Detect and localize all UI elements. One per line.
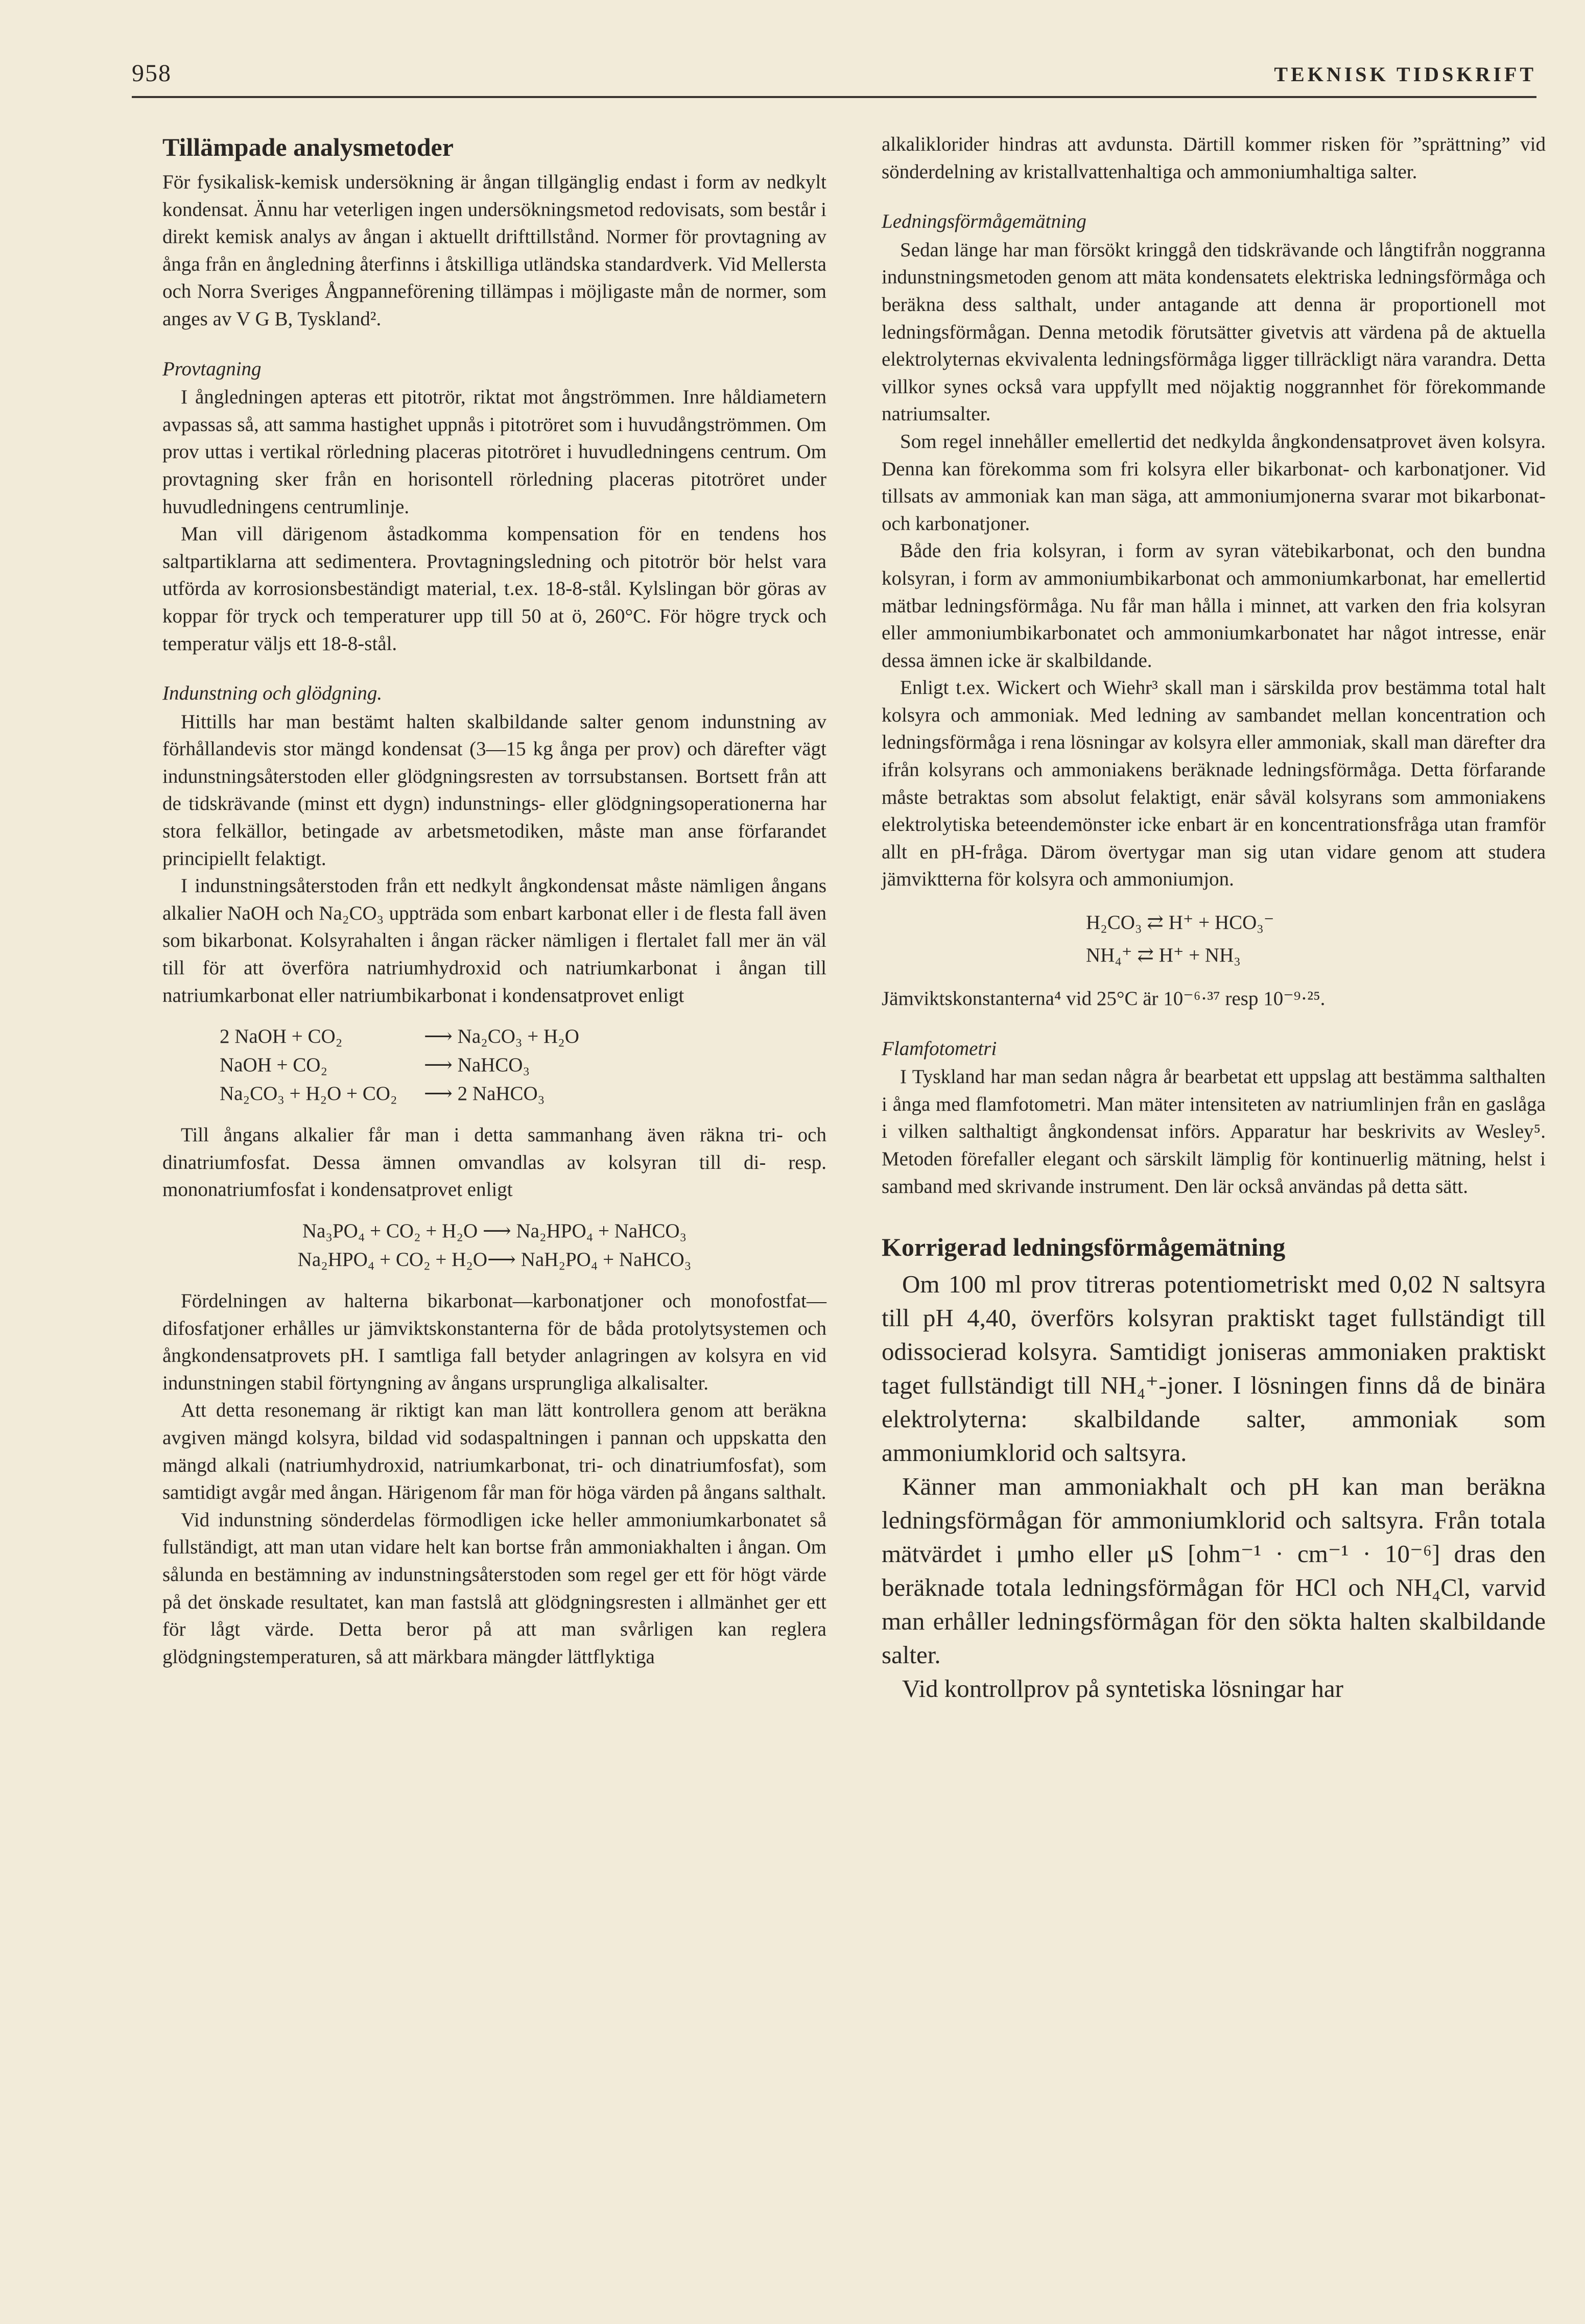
page-header	[132, 55, 1536, 98]
paragraph: Man vill därigenom åstadkomma kompensation för en tendens hos saltpartiklarna att sedimentera. Provtagningsledning och pitotrör bör helst vara utförda av korrosionsbeständigt material, t.ex. 18-8-stål. Kylslingan bör göras av koppar för tryck och temperaturer upp till 50 at ö, 260°C. För högre tryck och temperatur väljs ett 18-8-stål.	[162, 523, 826, 655]
paragraph: Som regel innehåller emellertid det nedkylda ångkondensatprovet även kolsyra. Denna kan förekomma som fri kolsyra eller bikarbonat- och karbonatjoner. Vid tillsats av ammoniak kan man säga, att ammoniumjonerna svarar mot bikarbonat- och karbonatjoner.	[882, 430, 1546, 535]
paragraph: Sedan länge har man försökt kringgå den tidskrävande och långtifrån noggranna indunstningsmetoden genom att mäta kondensatets elektriska ledningsförmåga och beräkna dess salthalt, under antagande att denna är proportionell mot ledningsförmågan. Denna metodik förutsätter givetvis att värdena på de aktuella elektrolyternas ekvivalenta ledningsförmåga ligger tillräckligt nära varandra. Detta villkor synes också vara uppfyllt med nöjaktig noggrannhet för förekommande natriumsalter.	[882, 238, 1546, 425]
equation-rhs: ⟶ Na₂CO₃ + H₂O	[424, 1025, 579, 1048]
left-column	[162, 131, 826, 1670]
equation-lhs: NaOH + CO₂	[220, 1054, 328, 1076]
subheading-flamfotometri: Flamfotometri	[882, 1037, 997, 1060]
equation-line: NH₄⁺ ⇄ H⁺ + NH₃	[1086, 944, 1241, 967]
section-heading-korrigerad: Korrigerad ledningsförmågemätning	[882, 1233, 1286, 1262]
paragraph: Fördelningen av halterna bikarbonat—karbonatjoner och monofostfat—difosfatjoner erhålles ur jämviktskonstanterna för de båda protolytsystemen och ångkondensatprovets pH. I samtliga fall betyder anlagringen av kolsyra en vid indunstningen stabil förtyngning av ångans ursprungliga alkalisalter.	[162, 1290, 826, 1394]
paragraph: Enligt t.ex. Wickert och Wiehr³ skall man i särskilda prov bestämma total halt kolsyra och ammoniak. Med ledning av sambandet mellan koncentration och ledningsförmåga i rena lösningar av kolsyra eller ammoniak, skall man därefter dra ifrån kolsyrans och ammoniakens beräknade ledningsförmåga. Detta förfarande måste betraktas som absolut felaktigt, enär såväl kolsyrans som ammoniakens elektrolytiska beteendemönster icke enbart är en koncentrationsfråga utan framför allt en pH-fråga. Därom övertygar man sig utan vidare genom att studera jämviktterna för kolsyra och ammoniumjon.	[882, 677, 1546, 891]
equation-line: Na₂HPO₄ + CO₂ + H₂O⟶ NaH₂PO₄ + NaHCO₃	[297, 1249, 692, 1271]
paragraph: I Tyskland har man sedan några år bearbetat ett uppslag att bestämma salthalten i ånga med flamfotometri. Man mäter intensiteten av natriumlinjen från en gaslåga i vilken salthaltigt ångkondensat införs. Apparatur har beskrivits av Wesley⁵. Metoden förefaller elegant och särskilt lämplig för kontinuerlig mätning, helst i samband med skrivande instrument. Den lär också användas på detta sätt.	[882, 1066, 1546, 1197]
equation-lhs: 2 NaOH + CO₂	[220, 1025, 343, 1048]
paragraph: I indunstningsåterstoden från ett nedkylt ångkondensat måste nämligen ångans alkalier NaOH och Na₂CO₃ uppträda som enbart karbonat eller i de flesta fall även som bikarbonat. Kolsyrahalten i ångan räcker nämligen i flertalet fall mer än väl till för att överföra natriumhydroxid och natriumkarbonat i ångan till natriumkarbonat eller natriumbikarbonat i kondensatprovet enligt	[162, 875, 826, 1007]
equation-rhs: ⟶ NaHCO₃	[424, 1054, 530, 1076]
right-column	[882, 131, 1546, 1706]
section-heading-analysmetoder: Tillämpade analysmetoder	[162, 133, 454, 161]
paragraph: Till ångans alkalier får man i detta sammanhang även räkna tri- och dinatriumfosfat. Dessa ämnen omvandlas av kolsyran till di- resp. mononatriumfosfat i kondensatprovet enligt	[162, 1124, 826, 1201]
journal-title: TEKNISK TIDSKRIFT	[1274, 63, 1536, 86]
paragraph: Om 100 ml prov titreras potentiometriskt med 0,02 N saltsyra till pH 4,40, överförs kolsyran praktiskt taget fullständigt till odissocierad kolsyra. Samtidigt joniseras ammoniaken praktiskt taget fullständigt till NH₄⁺-joner. I lösningen finns då de binära elektrolyterna: skalbildande salter, ammoniak som ammoniumklorid och saltsyra.	[882, 1270, 1546, 1467]
intro-paragraph: För fysikalisk-kemisk undersökning är ångan tillgänglig endast i form av nedkylt kondensat. Ännu har veterligen ingen undersökningsmetod redovisats, som består i direkt kemisk analys av ångan i aktuellt drifttillstånd. Normer för provtagning av ånga från en ångledning återfinns i åtskilliga utländska standardverk. Vid Mellersta och Norra Sveriges Ångpanneförening tillämpas i möjligaste mån de normer, som anges av V G B, Tyskland².	[162, 171, 826, 330]
equation-lhs: Na₂CO₃ + H₂O + CO₂	[220, 1083, 397, 1105]
equation-row	[162, 1022, 826, 1051]
paragraph: Både den fria kolsyran, i form av syran vätebikarbonat, och den bundna kolsyran, i form av ammoniumbikarbonat och ammoniumkarbonat, har emellertid mätbar ledningsförmåga. Nu får man hålla i minnet, att varken den fria kolsyran eller ammoniumbikarbonatet och ammoniumkarbonatet har något intresse, enär dessa ämnen icke är skalbildande.	[882, 540, 1546, 672]
equation-block-phosphate	[162, 1217, 826, 1274]
paragraph: Vid kontrollprov på syntetiska lösningar har	[902, 1674, 1343, 1703]
subheading-ledningsformagematning: Ledningsförmågemätning	[882, 210, 1086, 233]
equation-rhs: ⟶ 2 NaHCO₃	[424, 1083, 545, 1105]
equation-block-equilibria	[882, 906, 1546, 972]
continued-paragraph: alkaliklorider hindras att avdunsta. Därtill kommer risken för ”sprättning” vid sönderdelning av kristallvattenhaltiga och ammoniumhaltiga salter.	[882, 133, 1546, 183]
paragraph: Vid indunstning sönderdelas förmodligen icke heller ammoniumkarbonatet så fullständigt, att man utan vidare helt kan bortse från ammoniakhalten i ångan. Om sålunda en bestämning av indunstningsåterstoden som regel ger ett för högt värde på det önskade resultatet, kan man fastslå att glödgningsresten i allmänhet ger ett för lågt värde. Detta beror på att man svårligen kan reglera glödgningstemperaturen, så att märkbara mängder lättflyktiga	[162, 1508, 826, 1668]
paragraph: Känner man ammoniakhalt och pH kan man beräkna ledningsförmågan för ammoniumklorid och saltsyra. Från totala mätvärdet i μmho eller μS [ohm⁻¹ · cm⁻¹ · 10⁻⁶] dras den beräknade totala ledningsförmågan för HCl och NH₄Cl, varvid man erhåller ledningsförmågan för den sökta halten skalbildande salter.	[882, 1472, 1546, 1669]
paragraph: Att detta resonemang är riktigt kan man lätt kontrollera genom att beräkna avgiven mängd kolsyra, bildad vid sodaspaltningen i pannan och uppskatta den mängd alkali (natriumhydroxid, natriumkarbonat, tri- och dinatriumfosfat), som samtidigt avgår med ångan. Härigenom får man för höga värden på ångans salthalt.	[162, 1399, 826, 1504]
equation-row	[162, 1051, 826, 1080]
equation-row	[162, 1080, 826, 1108]
subheading-provtagning: Provtagning	[162, 357, 262, 380]
equation-block-carbonate	[162, 1022, 826, 1108]
large-text-block	[882, 1267, 1546, 1706]
equation-line: Na₃PO₄ + CO₂ + H₂O ⟶ Na₂HPO₄ + NaHCO₃	[302, 1220, 687, 1242]
paragraph: I ångledningen apteras ett pitotrör, riktat mot ångströmmen. Inre håldiametern avpassas så, att samma hastighet uppnås i pitotröret som i huvudångströmmen. Om prov uttas i vertikal rörledning placeras pitotröret i huvudledningens centrum. Om provtagning sker från en horisontell rörledning placeras pitotröret under huvudledningens centrumlinje.	[162, 386, 826, 518]
equation-line: H₂CO₃ ⇄ H⁺ + HCO₃⁻	[1086, 912, 1274, 934]
paragraph: Hittills har man bestämt halten skalbildande salter genom indunstning av förhållandevis stor mängd kondensat (3—15 kg ånga per prov) och därefter vägt indunstningsåterstoden eller glödgningsresten av torrsubstansen. Bortsett från att de tidskrävande (minst ett dygn) indunstnings- eller glödgningsoperationerna har stora felkällor, betingade av arbetsmetodiken, måste man anse förfarandet principiellt felaktigt.	[162, 710, 826, 870]
equilibrium-constants: Jämviktskonstanterna⁴ vid 25°C är 10⁻⁶·³⁷ resp 10⁻⁹·²⁵.	[882, 988, 1326, 1010]
subheading-indunstning: Indunstning och glödgning.	[162, 682, 383, 705]
page-number: 958	[132, 60, 172, 87]
